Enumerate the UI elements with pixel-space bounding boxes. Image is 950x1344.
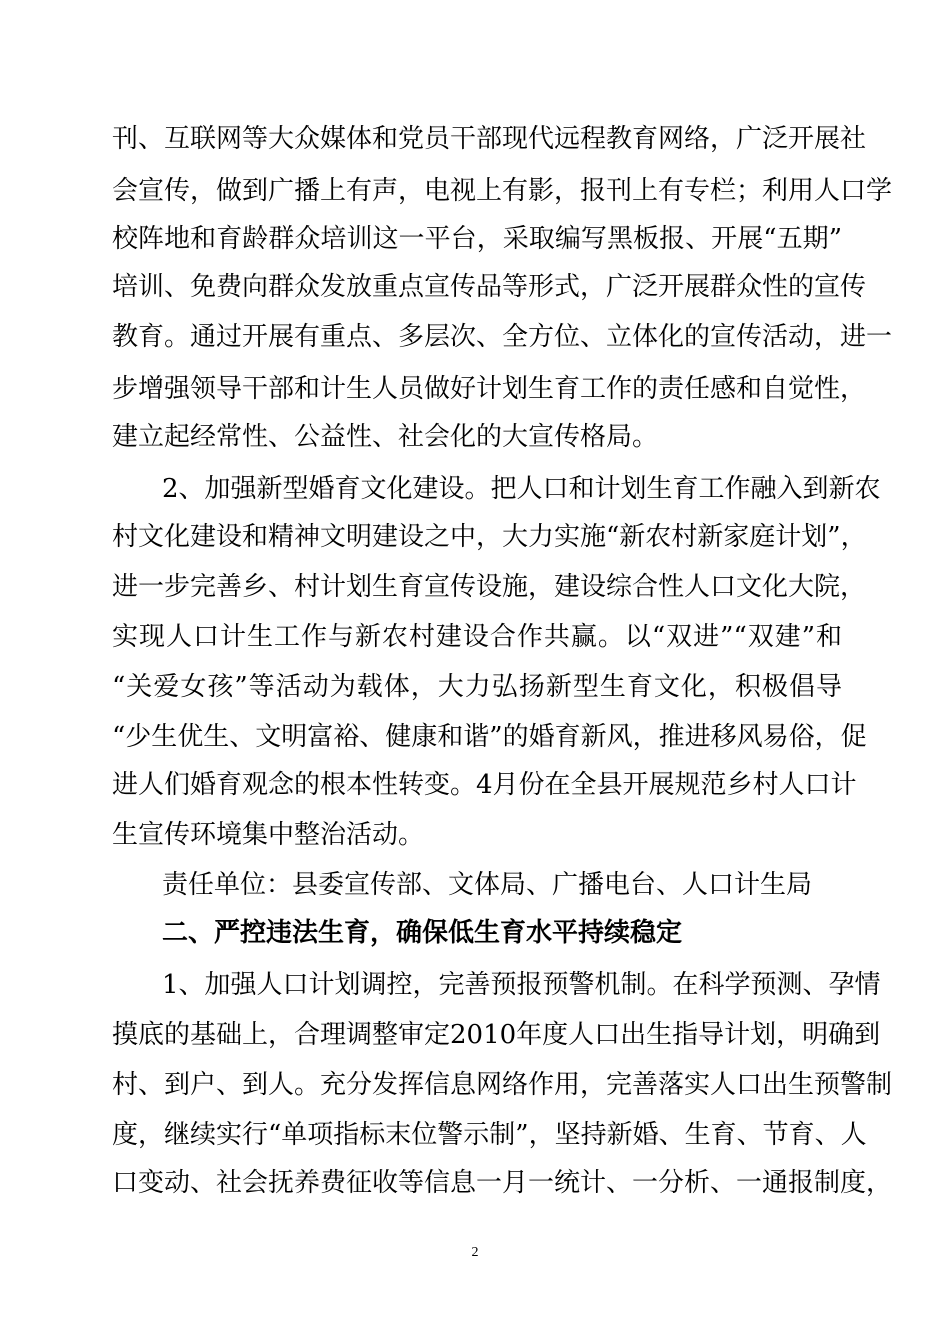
text-line: 口变动、社会抚养费征收等信息一月一统计、一分析、一通报制度， bbox=[112, 1168, 893, 1198]
text-line: 进人们婚育观念的根本性转变。4月份在全县开展规范乡村人口计 bbox=[112, 770, 857, 800]
text-line: 村、到户、到人。充分发挥信息网络作用，完善落实人口出生预警制 bbox=[112, 1070, 893, 1100]
text-line: 教育。通过开展有重点、多层次、全方位、立体化的宣传活动，进一 bbox=[112, 322, 893, 352]
text-line: 生宣传环境集中整治活动。 bbox=[112, 820, 425, 850]
text-line: “少生优生、文明富裕、健康和谐”的婚育新风，推进移风易俗，促 bbox=[112, 722, 867, 752]
text-line: 摸底的基础上，合理调整审定2010年度人口出生指导计划，明确到 bbox=[112, 1020, 881, 1050]
paragraph-start-line: 2、加强新型婚育文化建设。把人口和计划生育工作融入到新农 bbox=[162, 474, 881, 504]
responsible-units-line: 责任单位：县委宣传部、文体局、广播电台、人口计生局 bbox=[162, 870, 813, 900]
text-line: 建立起经常性、公益性、社会化的大宣传格局。 bbox=[112, 422, 659, 452]
text-line: “关爱女孩”等活动为载体，大力弘扬新型生育文化，积极倡导 bbox=[112, 672, 842, 702]
text-line: 实现人口计生工作与新农村建设合作共赢。以“双进”“双建”和 bbox=[112, 622, 842, 652]
text-line: 刊、互联网等大众媒体和党员干部现代远程教育网络，广泛开展社 bbox=[112, 124, 867, 154]
text-line: 村文化建设和精神文明建设之中，大力实施“新农村新家庭计划”， bbox=[112, 522, 867, 552]
text-line: 会宣传，做到广播上有声，电视上有影，报刊上有专栏；利用人口学 bbox=[112, 176, 893, 206]
text-line: 度，继续实行“单项指标末位警示制”，坚持新婚、生育、节育、人 bbox=[112, 1120, 867, 1150]
text-line: 校阵地和育龄群众培训这一平台，采取编写黑板报、开展“五期” bbox=[112, 224, 842, 254]
paragraph-start-line: 1、加强人口计划调控，完善预报预警机制。在科学预测、孕情 bbox=[162, 970, 881, 1000]
section-heading: 二、严控违法生育，确保低生育水平持续稳定 bbox=[162, 918, 683, 948]
text-line: 培训、免费向群众发放重点宣传品等形式，广泛开展群众性的宣传 bbox=[112, 272, 867, 302]
text-line: 进一步完善乡、村计划生育宣传设施，建设综合性人口文化大院， bbox=[112, 572, 867, 602]
page-number: 2 bbox=[471, 1245, 479, 1260]
text-line: 步增强领导干部和计生人员做好计划生育工作的责任感和自觉性， bbox=[112, 374, 867, 404]
